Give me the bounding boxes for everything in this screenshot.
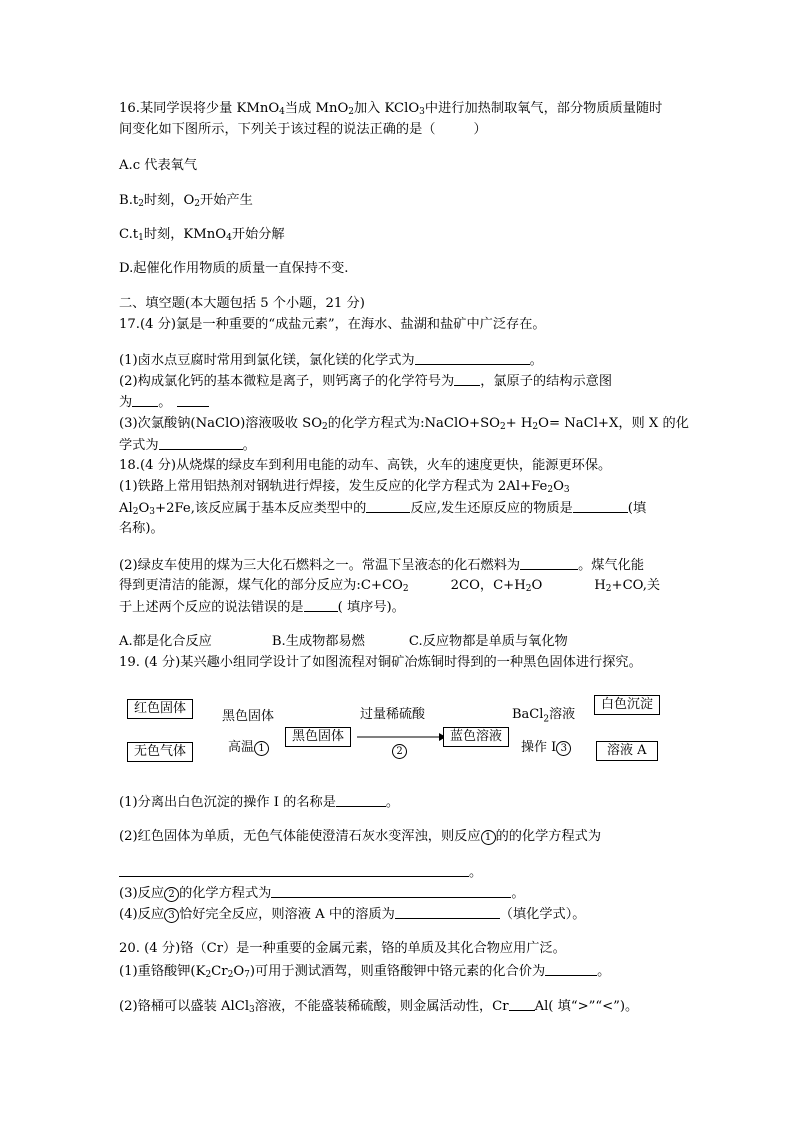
- section-heading: 二、填空题(本大题包括 5 个小题，21 分): [119, 296, 365, 311]
- answer-blank[interactable]: [415, 351, 530, 365]
- box-white-precipitate: 白色沉淀: [594, 695, 660, 715]
- q17-part2-line2: 为 。: [119, 393, 209, 412]
- circle-2: 2: [164, 887, 179, 902]
- answer-blank[interactable]: [271, 884, 511, 898]
- box-black-solid: 黑色固体: [285, 727, 351, 747]
- answer-blank[interactable]: [304, 598, 338, 612]
- label-step-2: [392, 743, 407, 759]
- q17-stem: 17.(4 分)氯是一种重要的“成盐元素”，在海水、盐湖和盐矿中广泛存在。: [119, 317, 546, 332]
- answer-blank[interactable]: [454, 372, 480, 386]
- q18-options: A.都是化合反应 B.生成物都易燃 C.反应物都是单质与氧化物: [119, 634, 568, 649]
- q19-part1: (1)分离出白色沉淀的操作 I 的名称是 。: [119, 795, 400, 810]
- q19-part2-answer: 。: [119, 863, 482, 882]
- answer-blank[interactable]: [545, 962, 597, 976]
- label-operation-i: 操作 I 3: [521, 740, 571, 756]
- q16-option-d: D.起催化作用物质的质量一直保持不变.: [119, 261, 349, 276]
- q18-part1-line1: (1)铁路上常用铝热剂对钢轨进行焊接，发生反应的化学方程式为 $2Al+Fe_2O_3$: [119, 479, 570, 495]
- q16-option-a: A.c 代表氧气: [119, 158, 198, 173]
- q19-part3: (3)反应 2 的化学方程式为 。: [119, 886, 525, 901]
- circle-3: 3: [556, 741, 571, 756]
- q18-part2-line3: 于上述两个反应的说法错误的是 ( 填序号)。: [119, 600, 405, 615]
- q17-part3-line1: (3)次氯酸钠(NaClO)溶液吸收 $SO_2$的化学方程式为$:NaClO+SO_2+ H_2O=$ NaCl+X，则 X 的化: [119, 416, 689, 432]
- answer-blank[interactable]: [509, 997, 535, 1011]
- q16-option-b: $B.t_2$时刻，$O_2$开始产生: [119, 193, 253, 209]
- q16-option-c: $C.t_1$时刻，KMnO$_4$开始分解: [119, 227, 285, 243]
- q19-stem: 19. (4 分)某兴趣小组同学设计了如图流程对铜矿冶炼铜时得到的一种黑色固体进行探究。: [119, 655, 642, 670]
- q17-part1: (1)卤水点豆腐时常用到氯化镁，氯化镁的化学式为 。: [119, 353, 543, 368]
- q20-part2: (2)铬桶可以盛装 AlCl$_3$溶液，不能盛装稀硫酸，则金属活动性，Cr Al( 填“>”“<”)。: [119, 999, 639, 1015]
- q19-part4: (4)反应 3 恰好完全反应，则溶液 A 中的溶质为 （填化学式）。: [119, 907, 586, 922]
- answer-blank[interactable]: [573, 499, 628, 513]
- q16-stem-line2: 间变化如下图所示，下列关于该过程的说法正确的是（ ）: [119, 122, 487, 137]
- box-solution-a: 溶液 A: [596, 741, 658, 761]
- q18-part1-line2: $Al_2O_3+2Fe$,该反应属于基本反应类型中的 反应,发生还原反应的物质是 (填: [119, 501, 647, 517]
- q18-part1-line3: 名称)。: [119, 521, 164, 536]
- answer-blank[interactable]: [132, 393, 158, 407]
- answer-blank[interactable]: [336, 793, 386, 807]
- circle-1: 1: [481, 830, 496, 845]
- answer-blank[interactable]: [366, 499, 410, 513]
- answer-blank[interactable]: [177, 393, 209, 407]
- answer-blank[interactable]: [119, 863, 469, 877]
- q20-part1: (1)重铬酸钾$(K_2Cr_2O_7)$可用于测试酒驾，则重铬酸钾中铬元素的化合价为 。: [119, 964, 611, 980]
- q18-stem: 18.(4 分)从烧煤的绿皮车到利用电能的动车、高铁，火车的速度更快，能源更环保。: [119, 458, 612, 473]
- q20-stem: 20. (4 分)铬（Cr）是一种重要的金属元素，铬的单质及其化合物应用广泛。: [119, 941, 566, 956]
- label-bacl2: BaCl$_2$溶液: [512, 707, 576, 725]
- arrow-icon: [355, 731, 447, 743]
- q19-part2: (2)红色固体为单质，无色气体能使澄清石灰水变浑浊，则反应 1 的的化学方程式为: [119, 829, 602, 844]
- q18-part2-line2: 得到更清洁的能源，煤气化的部分反应为$:C+CO_2$ 2CO，$C+H_2O$ $H_2+CO$,关: [119, 578, 661, 594]
- q17-part3-line2: 学式为 。: [119, 438, 256, 453]
- q16-stem-line1: 16.某同学误将少量 KMnO$_4$当成 MnO$_2$加入 KClO$_3$中进行加热制取氧气，部分物质质量随时: [119, 101, 663, 117]
- box-red-solid: 红色固体: [127, 699, 193, 719]
- answer-blank[interactable]: [159, 436, 243, 450]
- label-dilute-acid: 过量稀硫酸: [360, 707, 426, 722]
- answer-blank[interactable]: [520, 556, 578, 570]
- box-colorless-gas: 无色气体: [127, 742, 193, 762]
- circle-3: 3: [164, 908, 179, 923]
- circle-2: 2: [392, 744, 407, 759]
- box-blue-solution: 蓝色溶液: [443, 727, 509, 747]
- label-black-solid: 黑色固体: [222, 709, 275, 724]
- q18-part2-line1: (2)绿皮车使用的煤为三大化石燃料之一。常温下呈液态的化石燃料为 。煤气化能: [119, 558, 645, 573]
- answer-blank[interactable]: [395, 905, 500, 919]
- label-high-temp: 高温 1: [228, 740, 269, 756]
- circle-1: 1: [254, 741, 269, 756]
- q17-part2-line1: (2)构成氯化钙的基本微粒是离子，则钙离子的化学符号为 ，氯原子的结构示意图: [119, 374, 613, 389]
